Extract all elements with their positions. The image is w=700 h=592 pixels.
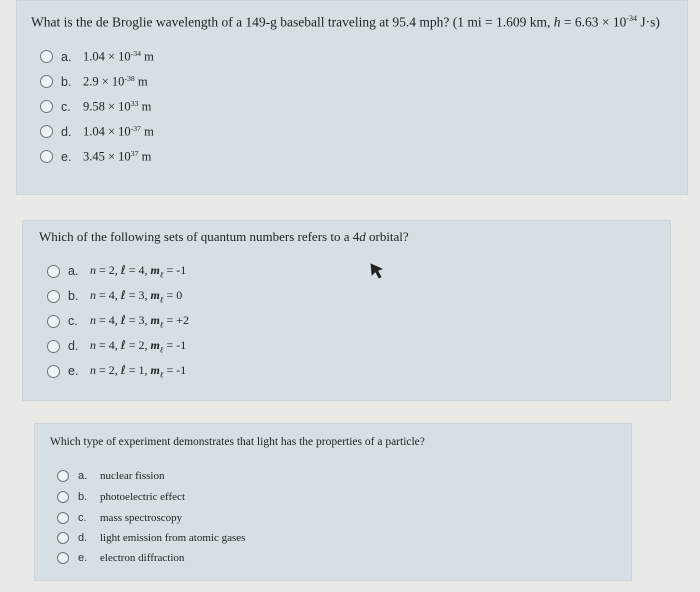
option-letter: c. <box>78 512 87 524</box>
q3-option-e[interactable] <box>57 552 184 564</box>
option-letter: d. <box>61 124 72 139</box>
option-letter: a. <box>61 49 72 64</box>
option-answer: nuclear fission <box>100 470 165 482</box>
radio-button-icon[interactable] <box>40 75 53 88</box>
question-2-text: Which of the following sets of quantum numbers refers to a 4d orbital? <box>39 229 409 244</box>
option-letter: e. <box>78 552 88 564</box>
radio-button-icon[interactable] <box>47 340 60 353</box>
radio-button-icon[interactable] <box>57 491 69 503</box>
option-answer: electron diffraction <box>100 552 185 564</box>
radio-button-icon[interactable] <box>40 150 53 163</box>
question-3-text: Which type of experiment demonstrates that light has the properties of a particle? <box>50 436 425 448</box>
q3-option-d[interactable] <box>57 532 245 544</box>
radio-button-icon[interactable] <box>40 125 53 138</box>
question-1-text: What is the de Broglie wavelength of a 149-g baseball traveling at 95.4 mph? (1 mi = 1.609 km, $h = 6.63 \times 10^{-34}$ J·s) <box>31 14 660 30</box>
mouse-pointer-icon <box>370 263 384 279</box>
radio-button-icon[interactable] <box>57 470 69 482</box>
option-answer: n = 2, ℓ = 1, $m_\ell = -1$ <box>90 363 187 380</box>
option-letter: a. <box>68 264 79 279</box>
option-answer: light emission from atomic gases <box>100 532 246 544</box>
q2-option-d[interactable] <box>47 338 186 354</box>
option-letter: b. <box>78 491 88 503</box>
radio-button-icon[interactable] <box>47 365 60 378</box>
option-letter: d. <box>68 339 79 354</box>
q3-option-c[interactable] <box>57 512 182 524</box>
option-letter: b. <box>61 74 72 89</box>
q1-option-c[interactable] <box>40 99 151 114</box>
radio-button-icon[interactable] <box>40 50 53 63</box>
q2-option-e[interactable] <box>47 363 186 379</box>
radio-button-icon[interactable] <box>57 552 69 564</box>
q1-option-b[interactable] <box>40 74 148 89</box>
option-answer: $1.04 \times 10^{-34}$ m <box>83 49 154 64</box>
question-3-panel <box>34 423 632 581</box>
option-answer: $3.45 \times 10^{37}$ m <box>83 149 152 164</box>
option-answer: $2.9 \times 10^{-38}$ m <box>83 74 148 89</box>
option-answer: mass spectroscopy <box>100 512 183 524</box>
radio-button-icon[interactable] <box>40 100 53 113</box>
radio-button-icon[interactable] <box>47 265 60 278</box>
q2-option-c[interactable] <box>47 313 189 329</box>
option-answer: photoelectric effect <box>100 491 185 503</box>
option-letter: e. <box>68 364 79 379</box>
option-answer: $9.58 \times 10^{33}$ m <box>83 99 152 114</box>
radio-button-icon[interactable] <box>47 290 60 303</box>
question-2-panel <box>22 220 671 401</box>
radio-button-icon[interactable] <box>57 532 69 544</box>
q1-option-d[interactable] <box>40 124 154 139</box>
option-letter: e. <box>61 149 72 164</box>
option-letter: a. <box>78 470 88 482</box>
q2-option-b[interactable] <box>47 288 182 304</box>
q1-option-e[interactable] <box>40 149 151 164</box>
q3-option-b[interactable] <box>57 491 185 503</box>
radio-button-icon[interactable] <box>47 315 60 328</box>
option-answer: n = 4, ℓ = 3, $m_\ell = 0$ <box>90 288 183 305</box>
q2-option-a[interactable] <box>47 263 186 279</box>
option-answer: n = 4, ℓ = 3, $m_\ell = +2$ <box>90 313 190 330</box>
option-answer: n = 2, ℓ = 4, $m_\ell = -1$ <box>90 263 187 280</box>
radio-button-icon[interactable] <box>57 512 69 524</box>
option-answer: $1.04 \times 10^{-37}$ m <box>83 124 154 139</box>
q1-option-a[interactable] <box>40 49 154 64</box>
option-answer: n = 4, ℓ = 2, $m_\ell = -1$ <box>90 338 187 355</box>
option-letter: c. <box>61 99 71 114</box>
q3-option-a[interactable] <box>57 470 164 482</box>
question-1-panel <box>16 0 688 195</box>
option-letter: b. <box>68 289 79 304</box>
option-letter: c. <box>68 314 78 329</box>
option-letter: d. <box>78 532 88 544</box>
